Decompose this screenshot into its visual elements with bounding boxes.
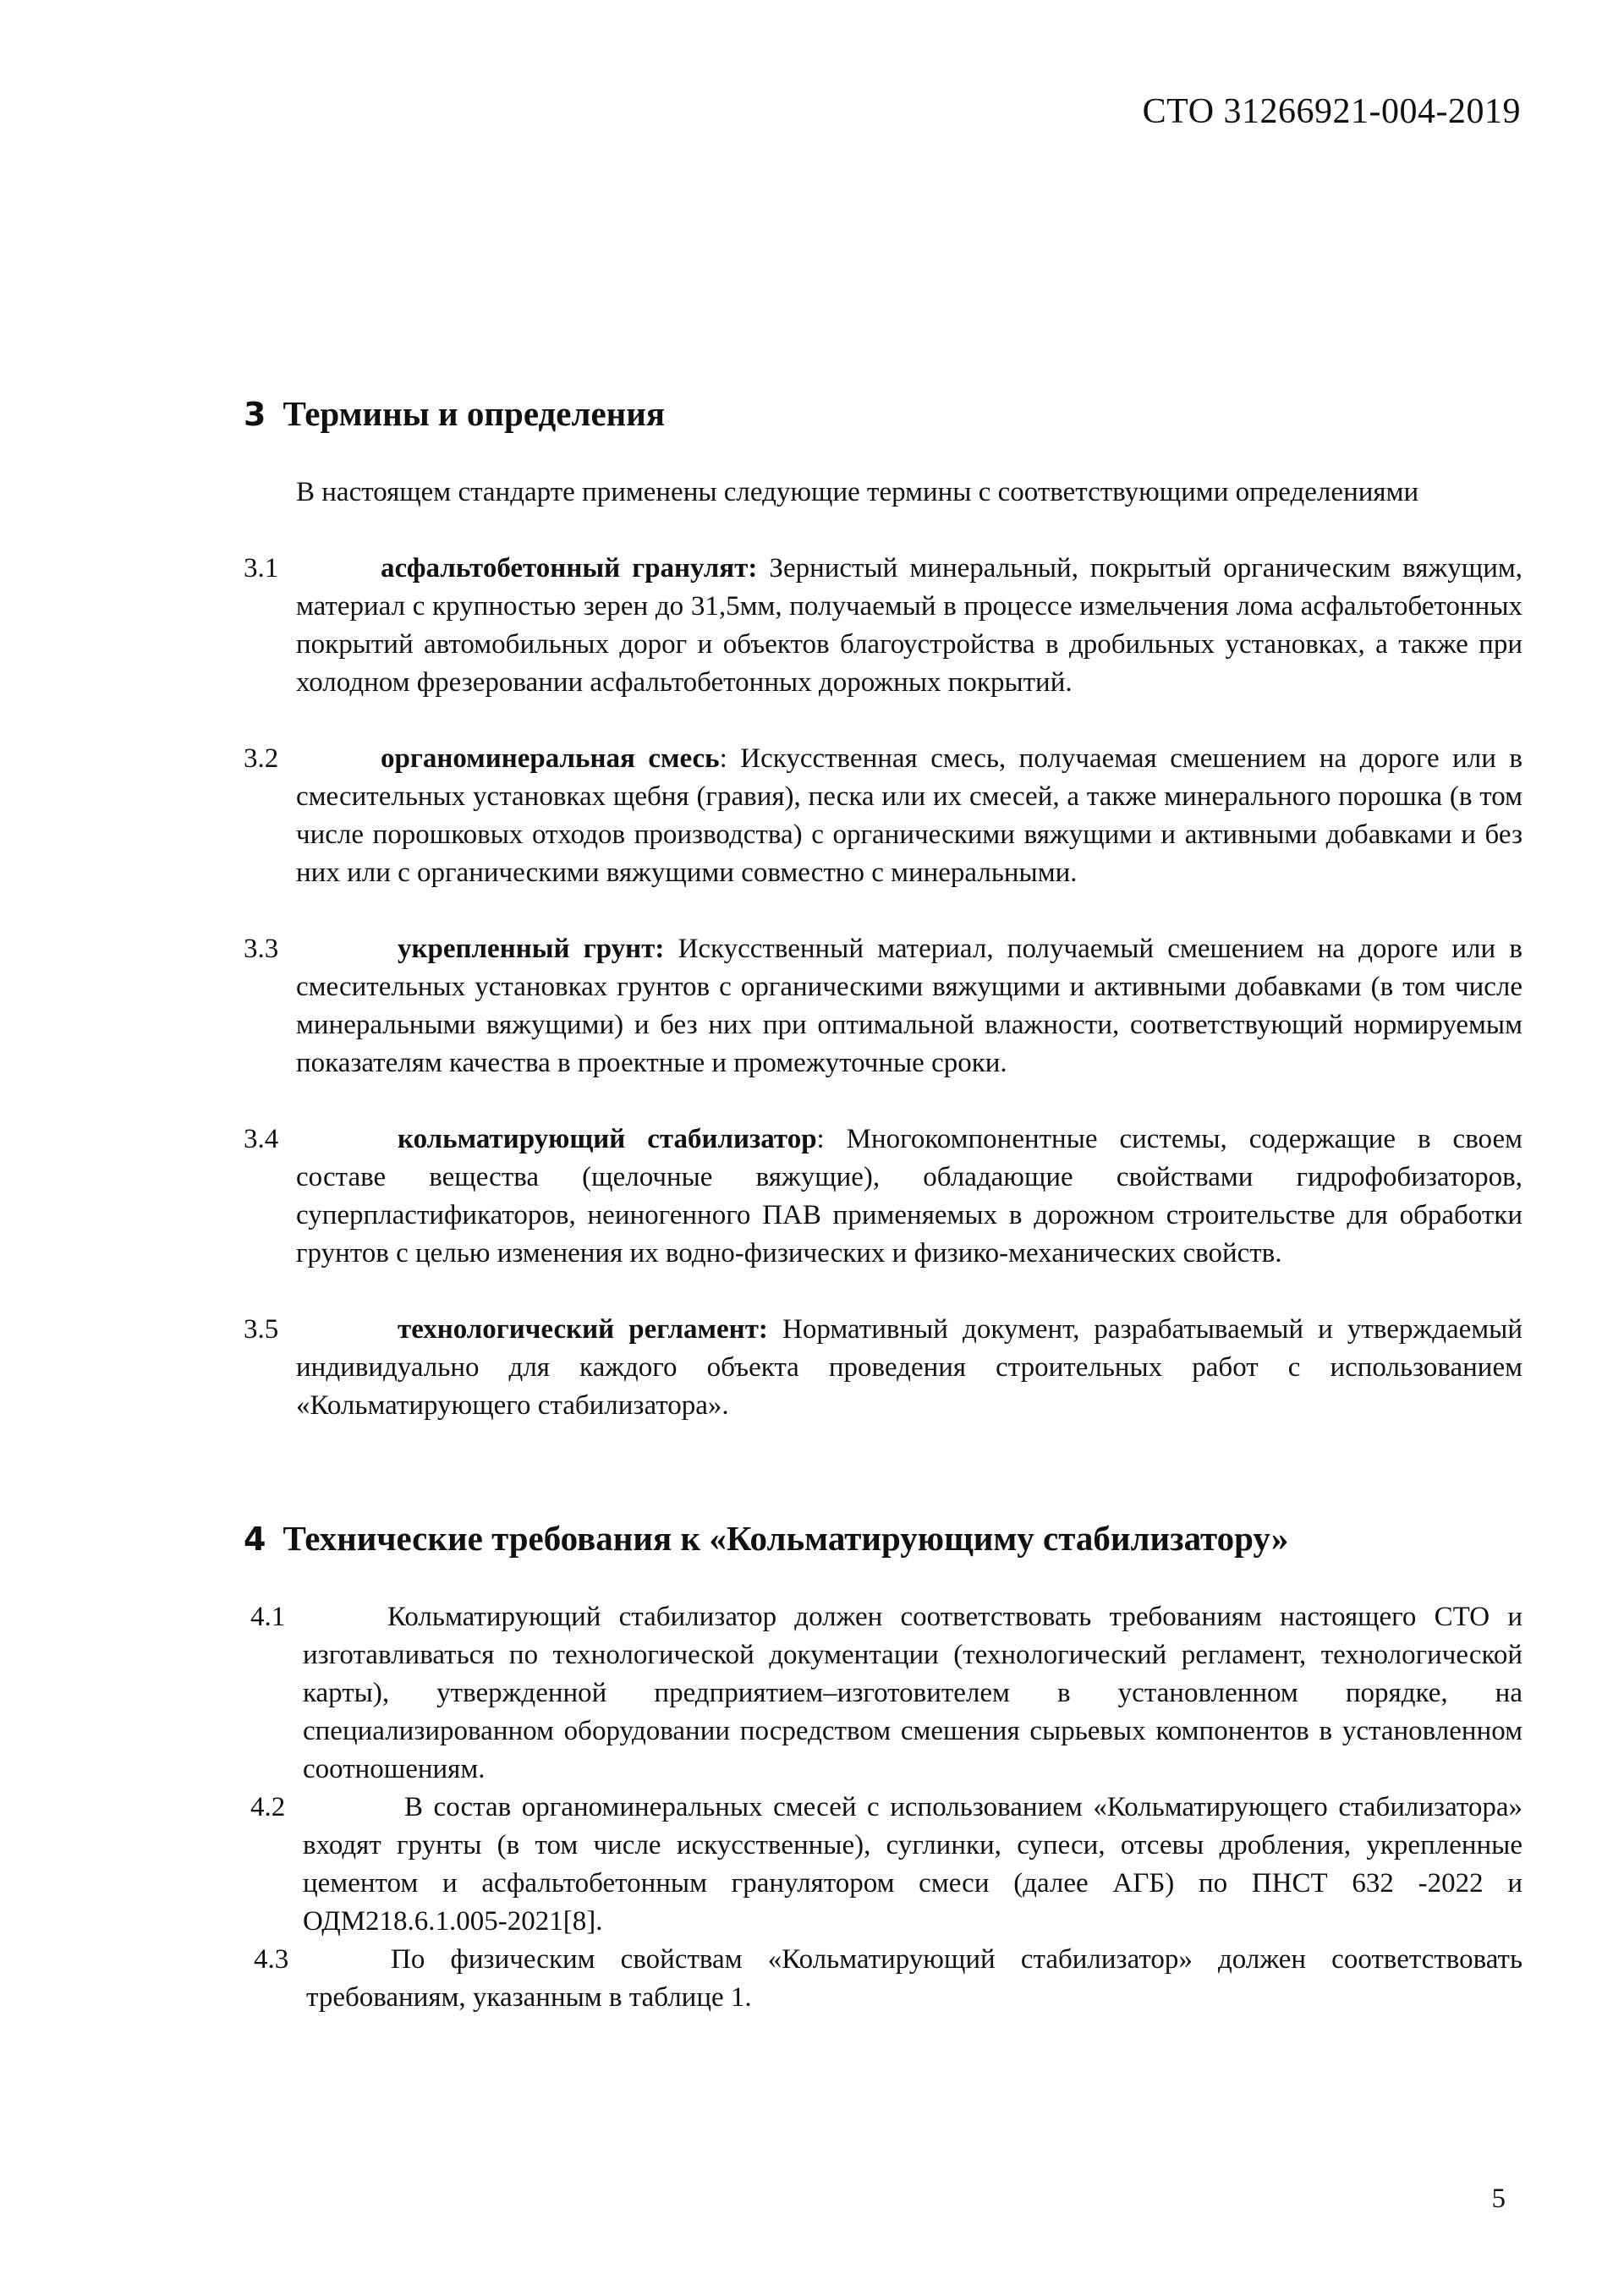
- section-4-heading: [244, 1518, 1288, 1559]
- item-number: 3.3: [244, 934, 279, 964]
- term-name: кольматирующий стабилизатор: [398, 1124, 817, 1154]
- item-number: 4.1: [250, 1602, 286, 1632]
- item-number: 3.1: [244, 553, 279, 584]
- item-text: В состав органоминеральных смесей с использованием «Кольматирующего стабилизатора» входят грунты (в том числе искусственные), суглинки, супеси, отсевы дробления, укрепленные цементом и асфальтобетонным гранулятором смеси (далее АГБ) по ПНСТ 632 -2022 и ОДМ218.6.1.005-2021[8].: [303, 1792, 1522, 1937]
- requirement-item-4-2: [250, 1789, 1522, 1941]
- item-number: 3.4: [244, 1124, 279, 1154]
- term-definition: Искусственный материал, получаемый смешением на дороге или в смесительных установках грунтов с органическими вяжущими и активными добавками (в том числе минеральными вяжущими) и без них при оптимальной влажности, соответствующий нормируемым показателям качества в проектные и промежуточные сроки.: [296, 934, 1522, 1078]
- section-4-number: 4: [244, 1521, 266, 1558]
- item-body: [296, 1121, 1522, 1273]
- section-3-intro: В настоящем стандарте применены следующие термины с соответствующими определениями: [296, 477, 1419, 507]
- term-definition: : Многокомпонентные системы, содержащие в своем составе вещества (щелочные вяжущие), обладающие свойствами гидрофобизаторов, суперпластификаторов, неиногенного ПАВ применяемых в дорожном строительстве для обработки грунтов с целью изменения их водно-физических и физико-механических свойств.: [296, 1124, 1522, 1269]
- item-text: Кольматирующий стабилизатор должен соответствовать требованиям настоящего СТО и изготавливаться по технологической документации (технологический регламент, технологической карты), утвержденной предприятием–изготовителем в установленном порядке, на специализированном оборудовании посредством смешения сырьевых компонентов в установленном соотношениям.: [303, 1602, 1522, 1784]
- requirement-item-4-3: [254, 1941, 1522, 2017]
- section-3-heading: [244, 393, 665, 434]
- term-name: асфальтобетонный гранулят:: [381, 553, 758, 584]
- item-number: 4.2: [250, 1792, 286, 1822]
- section-4-title: Технические требования к «Кольматирующиму стабилизатору»: [283, 1519, 1289, 1558]
- document-code: СТО 31266921-004-2019: [1142, 92, 1521, 131]
- section-3-title: Термины и определения: [283, 394, 666, 433]
- term-name: органоминеральная смесь: [381, 743, 720, 774]
- term-definition: Зернистый минеральный, покрытый органическим вяжущим, материал с крупностью зерен до 31,5мм, получаемый в процессе измельчения лома асфальтобетонных покрытий автомобильных дорог и объектов благоустройства в дробильных установках, а также при холодном фрезеровании асфальтобетонных дорожных покрытий.: [296, 553, 1522, 698]
- term-item-3-3: [244, 930, 1522, 1082]
- section-3-number: 3: [244, 396, 266, 433]
- term-item-3-2: [244, 740, 1522, 892]
- item-number: 3.2: [244, 743, 279, 774]
- item-number: 4.3: [254, 1944, 289, 1975]
- term-definition: Нормативный документ, разрабатываемый и утверждаемый индивидуально для каждого объекта проведения строительных работ с использованием «Кольматирующего стабилизатора».: [296, 1314, 1522, 1421]
- term-item-3-5: [244, 1311, 1522, 1425]
- term-name: технологический регламент:: [398, 1314, 768, 1345]
- item-body: [296, 1311, 1522, 1425]
- item-number: 3.5: [244, 1314, 279, 1345]
- item-text: По физическим свойствам «Кольматирующий стабилизатор» должен соответствовать требованиям, указанным в таблице 1.: [306, 1944, 1522, 2013]
- item-body: [296, 740, 1522, 892]
- page-number: 5: [1491, 2184, 1506, 2214]
- term-item-3-4: [244, 1121, 1522, 1273]
- requirement-item-4-1: [250, 1598, 1522, 1789]
- item-body: [296, 930, 1522, 1082]
- term-name: укрепленный грунт:: [398, 934, 665, 964]
- term-item-3-1: [244, 550, 1522, 702]
- term-definition: : Искусственная смесь, получаемая смешением на дороге или в смесительных установках щебня (гравия), песка или их смесей, а также минерального порошка (в том числе порошковых отходов производства) с органическими вяжущими и активными добавками и без них или с органическими вяжущими совместно с минеральными.: [296, 743, 1523, 888]
- item-body: [296, 550, 1522, 702]
